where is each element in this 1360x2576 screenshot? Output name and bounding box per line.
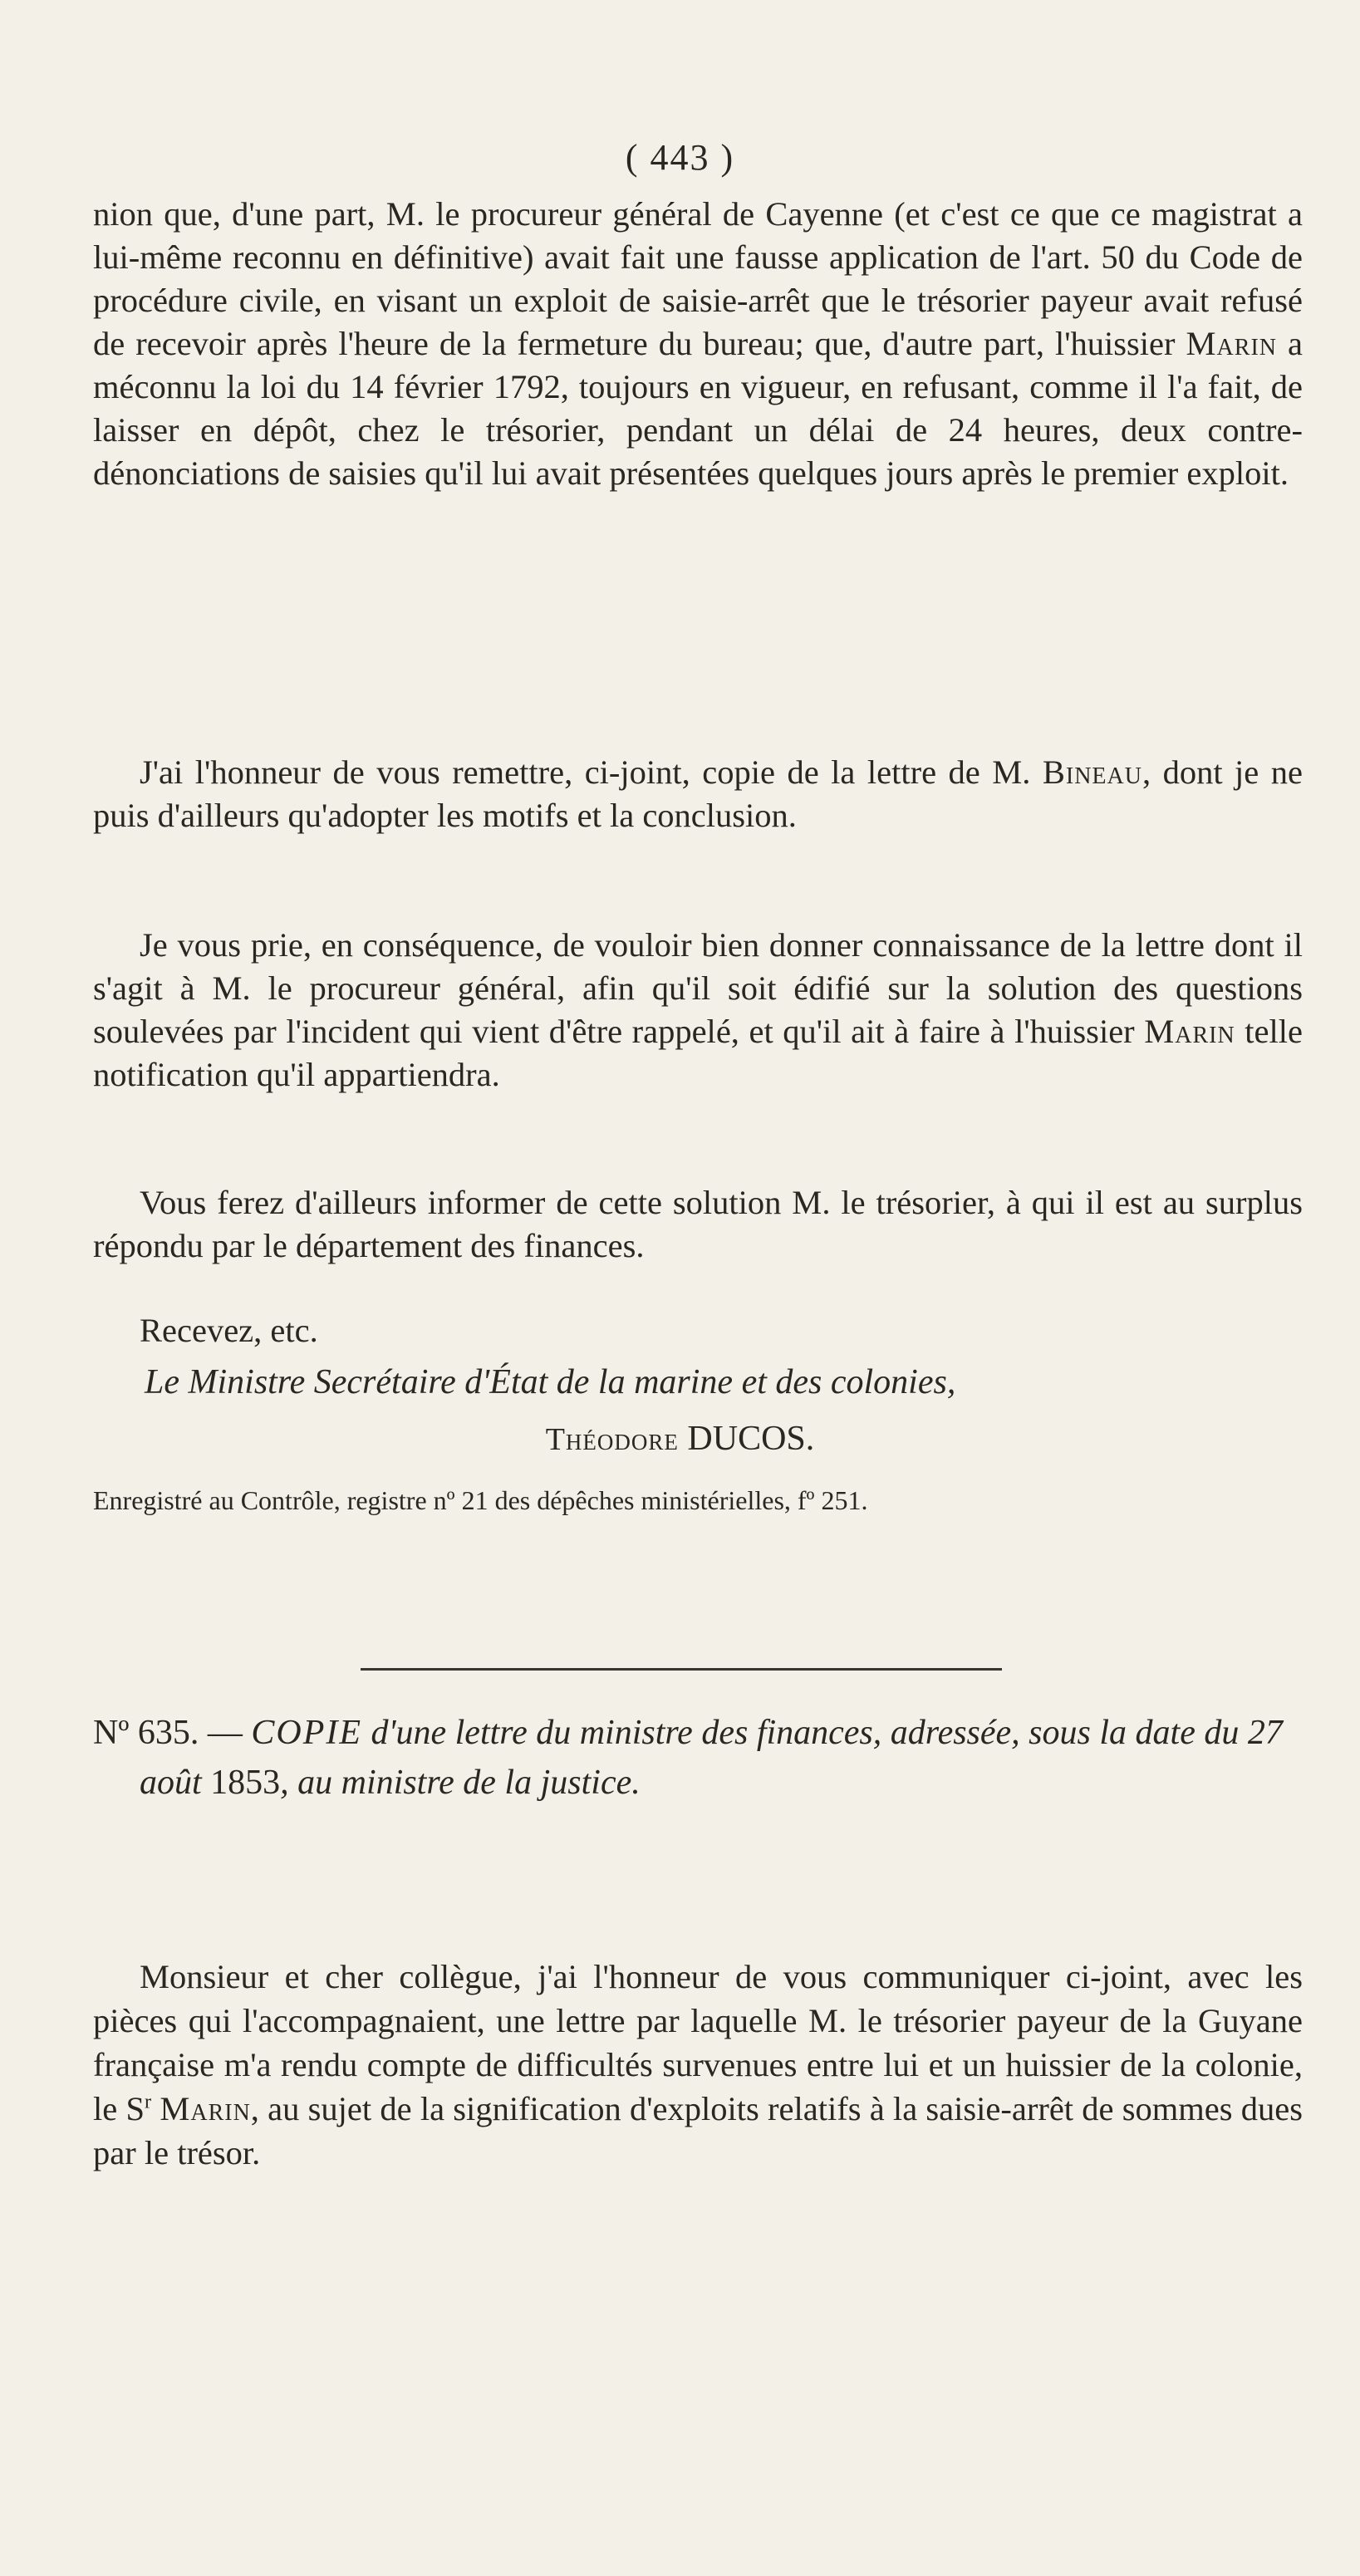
- paragraph-salutation: Recevez, etc.: [140, 1312, 318, 1349]
- registration-note: Enregistré au Contrôle, registre nº 21 des dépêches ministérielles, fº 251.: [93, 1485, 868, 1515]
- signature-first-name: Théodore: [545, 1422, 679, 1457]
- paragraph-request: [93, 924, 1303, 1097]
- heading-text: , au ministre de la justice.: [280, 1764, 641, 1802]
- title-superscript: r: [145, 2090, 152, 2112]
- heading-year: 1853: [210, 1764, 281, 1802]
- section-divider: [361, 1668, 1002, 1671]
- paragraph-text: telle notification qu'il appartiendra.: [93, 1013, 1303, 1093]
- page-number: ( 443 ): [625, 137, 735, 178]
- heading-text: août: [140, 1764, 211, 1802]
- letter-text: Monsieur et cher collègue, j'ai l'honneur de vous communiquer ci-joint, avec les pièces qui l'accompagnaient, une lettre par laquelle M. le trésorier payeur de la Guyane française m'a rendu compte de difficultés survenues entre lui et un huissier de la colonie, le S: [93, 1957, 1303, 2127]
- heading-number: Nº 635. —: [93, 1714, 252, 1752]
- person-name: Marin: [160, 2089, 251, 2127]
- heading-text: d'une lettre du ministre des finances, adressée, sous la date du: [362, 1714, 1248, 1752]
- paragraph-text: Je vous prie, en conséquence, de vouloir bien donner connaissance de la lettre dont il s'agit à M. le procureur général, afin qu'il soit édifié sur la solution des questions soulevées par l'incident qui vient d'être rappelé, et qu'il ait à faire à l'huissier: [93, 926, 1303, 1050]
- signature: [0, 1417, 1360, 1461]
- document-heading: [93, 1708, 1336, 1808]
- closing-title: Le Ministre Secrétaire d'État de la marine et des colonies,: [145, 1363, 956, 1401]
- paragraph-text: a méconnu la loi du 14 février 1792, toujours en vigueur, en refusant, comme il l'a fait, de laisser en dépôt, chez le trésorier, pendant un délai de 24 heures, deux contre-dénonciations de saisies qu'il lui avait présentées quelques jours après le premier exploit.: [93, 325, 1303, 492]
- paragraph-continuation: [93, 193, 1303, 495]
- paragraph-enclosure: [93, 751, 1303, 837]
- heading-copie: COPIE: [251, 1714, 363, 1752]
- paragraph-information: Vous ferez d'ailleurs informer de cette solution M. le trésorier, à qui il est au surplus répondu par le département des finances.: [93, 1184, 1303, 1264]
- signature-last-name: DUCOS.: [687, 1420, 815, 1458]
- person-name: Marin: [1186, 325, 1277, 362]
- letter-body: [93, 1955, 1303, 2175]
- person-name: Bineau: [1042, 753, 1142, 791]
- person-name: Marin: [1144, 1013, 1235, 1050]
- letter-text: , au sujet de la signification d'exploits relatifs à la saisie-arrêt de sommes dues par le trésor.: [93, 2089, 1303, 2171]
- paragraph-text: , dont je ne puis d'ailleurs qu'adopter les motifs et la conclusion.: [93, 753, 1303, 834]
- paragraph-text: nion que, d'une part, M. le procureur général de Cayenne (et c'est ce que ce magistrat a lui-même reconnu en définitive) avait fait une fausse application de l'art. 50 du Code de procédure civile, en visant un exploit de saisie-arrêt que le trésorier payeur avait refusé de recevoir après l'heure de la fermeture du bureau; que, d'autre part, l'huissier: [93, 195, 1303, 362]
- paragraph-text: J'ai l'honneur de vous remettre, ci-joint, copie de la lettre de M.: [140, 753, 1043, 791]
- heading-date: 27: [1247, 1714, 1283, 1752]
